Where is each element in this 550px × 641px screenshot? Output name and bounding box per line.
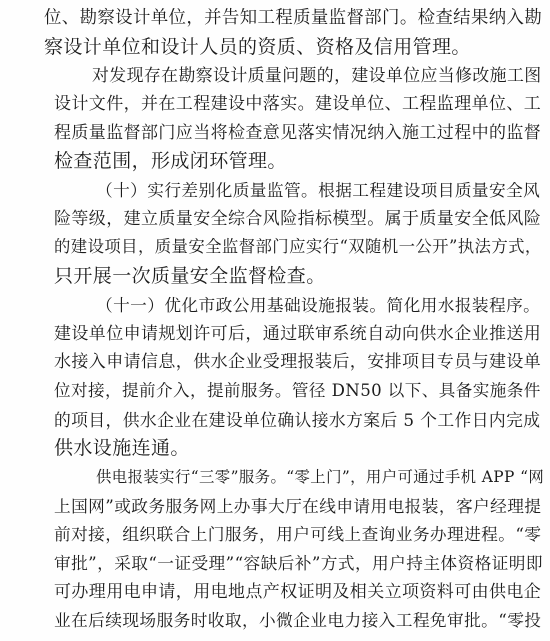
text-line: 的建设项目，质量安全监督部门应实行“双随机一公开”执法方式， [54,237,542,257]
text-line: 设计文件，并在工程建设中落实。建设单位、工程监理单位、工 [54,94,542,115]
text-line: （十）实行差别化质量监管。根据工程建设项目质量安全风 [96,180,541,201]
text-line: 位对接，提前介入，提前服务。管径 DN50 以下、具备实施条件 [54,380,541,400]
text-line: 程质量监督部门应当将检查意见落实情况纳入施工过程中的监督 [54,122,542,143]
text-line: 建设单位申请规划许可后，通过联审系统自动向供水企业推送用 [54,323,542,344]
text-line: 可办理用电申请，用电地点产权证明及相关立项资料可由供电企 [54,581,542,602]
text-line: 检查范围，形成闭环管理。 [54,150,287,173]
text-line: 的项目，供水企业在建设单位确认接水方案后 5 个工作日内完成 [54,409,541,430]
text-line: 审批”，采取“一证受理”“容缺后补”方式，用户持主体资格证明即 [54,552,543,573]
text-line: 供水设施连通。 [54,437,190,460]
text-line: 对发现存在勘察设计质量问题的，建设单位应当修改施工图 [92,65,542,86]
text-line: 前对接，组织联合上门服务，用户可线上查询业务办理进程。“零 [54,524,542,545]
text-line: 业在后续现场服务时收取，小微企业电力接入工程免审批。“零投 [54,610,542,631]
text-line: （十一）优化市政公用基础设施报装。简化用水报装程序。 [96,294,541,315]
text-line: 水接入申请信息，供水企业受理报装后，安排项目专员与建设单 [54,352,542,373]
text-line: 险等级，建立质量安全综合风险指标模型。属于质量安全低风险 [54,208,542,229]
text-line: 只开展一次质量安全监督检查。 [54,265,326,288]
text-line: 供电报装实行“三零”服务。“零上门”，用户可通过手机 APP “网 [96,467,545,486]
text-line: 位、勘察设计单位，并告知工程质量监督部门。检查结果纳入勘 [44,8,543,28]
text-line: 上国网”或政务服务网上办事大厅在线申请用电报装，客户经理提 [54,495,542,516]
text-line: 察设计单位和设计人员的资质、资格及信用管理。 [44,35,471,58]
